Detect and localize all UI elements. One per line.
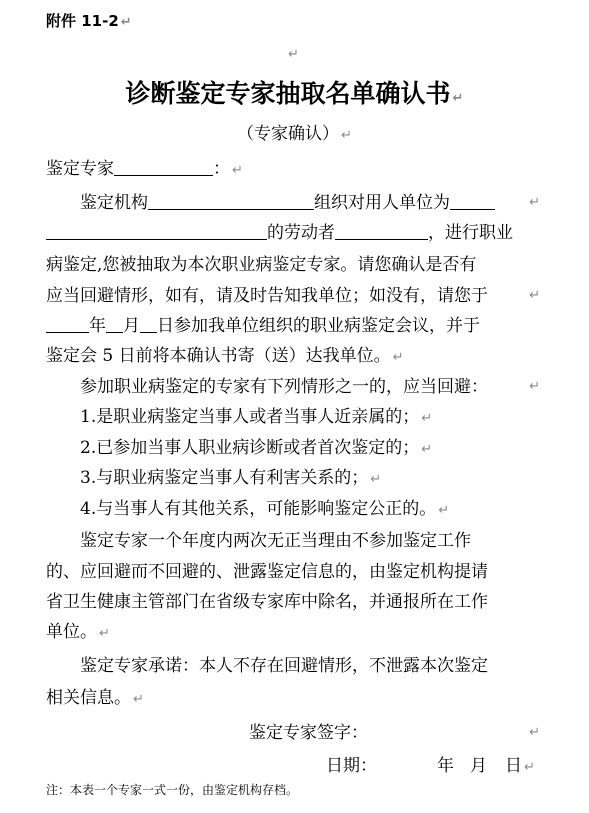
pledge-text: 鉴定专家承诺：本人不存在回避情形，不泄露本次鉴定 bbox=[80, 656, 488, 676]
salutation bbox=[46, 158, 243, 182]
para1-line3 bbox=[46, 254, 476, 276]
return-mark-icon: ↵ bbox=[438, 503, 450, 518]
return-mark-icon: ↵ bbox=[421, 442, 433, 457]
employer-blank-continued[interactable] bbox=[46, 223, 267, 240]
document-title bbox=[0, 78, 589, 115]
para4-line2 bbox=[46, 687, 144, 711]
return-mark-icon: ↵ bbox=[452, 91, 464, 106]
meeting-year-blank[interactable] bbox=[46, 316, 89, 333]
annex-label bbox=[46, 10, 132, 34]
worker-name-blank[interactable] bbox=[335, 223, 428, 240]
return-mark-icon: ↵ bbox=[529, 379, 540, 394]
date-label: 日期： bbox=[326, 756, 377, 776]
para1-line5-text: 日参加我单位组织的职业病鉴定会议，并于 bbox=[157, 316, 480, 336]
para1-line6-text: 鉴定会 5 日前将本确认书寄（送）达我单位。 bbox=[46, 346, 391, 366]
list-item bbox=[80, 467, 381, 491]
subtitle-text: （专家确认） bbox=[237, 124, 340, 144]
list-item-text: 4.与当事人有其他关系，可能影响鉴定公正的。 bbox=[80, 499, 437, 519]
date-line bbox=[326, 755, 535, 779]
month-label: 月 bbox=[123, 316, 140, 336]
para3-line4 bbox=[46, 621, 110, 645]
footnote bbox=[46, 782, 298, 798]
footnote-text: 注：本表一个专家一式一份，由鉴定机构存档。 bbox=[46, 783, 299, 797]
return-mark-icon: ↵ bbox=[421, 411, 433, 426]
para1-line6 bbox=[46, 345, 404, 369]
expert-name-blank[interactable] bbox=[114, 159, 213, 176]
salutation-suffix: ： bbox=[213, 159, 230, 179]
list-item bbox=[80, 498, 449, 522]
list-item bbox=[80, 437, 432, 461]
return-mark-icon: ↵ bbox=[288, 47, 299, 62]
signature-label: 鉴定专家签字： bbox=[249, 723, 368, 743]
list-item-text: 3.与职业病鉴定当事人有利害关系的； bbox=[80, 468, 369, 488]
return-mark-icon: ↵ bbox=[392, 350, 404, 365]
return-mark-icon: ↵ bbox=[120, 15, 132, 30]
signature-line bbox=[249, 722, 542, 744]
para3-text: 省卫生健康主管部门在省级专家库中除名，并通报所在工作 bbox=[46, 592, 488, 612]
para1-line2 bbox=[46, 222, 513, 244]
para1-line3-text: 病鉴定,您被抽取为本次职业病鉴定专家。请您确认是否有 bbox=[46, 255, 477, 275]
employer-label: 组织对用人单位为 bbox=[314, 193, 450, 213]
meeting-month-blank[interactable] bbox=[106, 316, 123, 333]
return-mark-icon: ↵ bbox=[370, 472, 382, 487]
return-mark-icon: ↵ bbox=[524, 760, 535, 775]
institution-blank[interactable] bbox=[148, 193, 314, 210]
return-mark-icon: ↵ bbox=[232, 163, 243, 178]
para1-line4-text: 应当回避情形，如有，请及时告知我单位；如没有，请您于 bbox=[46, 286, 488, 306]
employer-blank[interactable] bbox=[450, 193, 495, 210]
recusal-intro bbox=[80, 376, 542, 398]
salutation-prefix: 鉴定专家 bbox=[46, 159, 114, 179]
worker-label: 的劳动者 bbox=[267, 223, 335, 243]
return-mark-icon: ↵ bbox=[529, 195, 540, 210]
para1-line4 bbox=[46, 285, 542, 307]
year-label: 年 bbox=[89, 316, 106, 336]
institution-label: 鉴定机构 bbox=[80, 193, 148, 213]
return-mark-icon: ↵ bbox=[529, 288, 540, 303]
list-item-text: 1.是职业病鉴定当事人或者当事人近亲属的； bbox=[80, 407, 420, 427]
para1-line2-tail: ，进行职业 bbox=[428, 223, 513, 243]
para3-text: 鉴定专家一个年度内两次无正当理由不参加鉴定工作 bbox=[80, 531, 471, 551]
return-mark-icon: ↵ bbox=[99, 626, 110, 641]
para3-line1 bbox=[80, 530, 471, 552]
annex-text: 附件 11-2 bbox=[46, 12, 119, 30]
para3-line3 bbox=[46, 591, 488, 613]
para1-line5 bbox=[46, 315, 480, 337]
return-mark-icon: ↵ bbox=[341, 128, 352, 143]
return-mark-icon: ↵ bbox=[133, 692, 144, 707]
para3-text: 单位。 bbox=[46, 622, 97, 642]
list-item-text: 2.已参加当事人职业病诊断或者首次鉴定的； bbox=[80, 438, 420, 458]
blank-line bbox=[286, 42, 299, 66]
para1-line1 bbox=[80, 192, 542, 214]
recusal-intro-text: 参加职业病鉴定的专家有下列情形之一的，应当回避： bbox=[80, 377, 488, 397]
title-text: 诊断鉴定专家抽取名单确认书 bbox=[125, 79, 451, 108]
para3-line2 bbox=[46, 561, 488, 583]
pledge-text: 相关信息。 bbox=[46, 688, 131, 708]
date-month-label: 月 bbox=[470, 756, 487, 776]
date-year-label: 年 bbox=[437, 756, 454, 776]
return-mark-icon: ↵ bbox=[529, 725, 540, 740]
meeting-day-blank[interactable] bbox=[140, 316, 157, 333]
para4-line1 bbox=[80, 655, 488, 677]
para3-text: 的、应回避而不回避的、泄露鉴定信息的，由鉴定机构提请 bbox=[46, 562, 488, 582]
list-item bbox=[80, 406, 432, 430]
subtitle bbox=[0, 123, 589, 147]
date-day-label: 日 bbox=[505, 756, 522, 776]
